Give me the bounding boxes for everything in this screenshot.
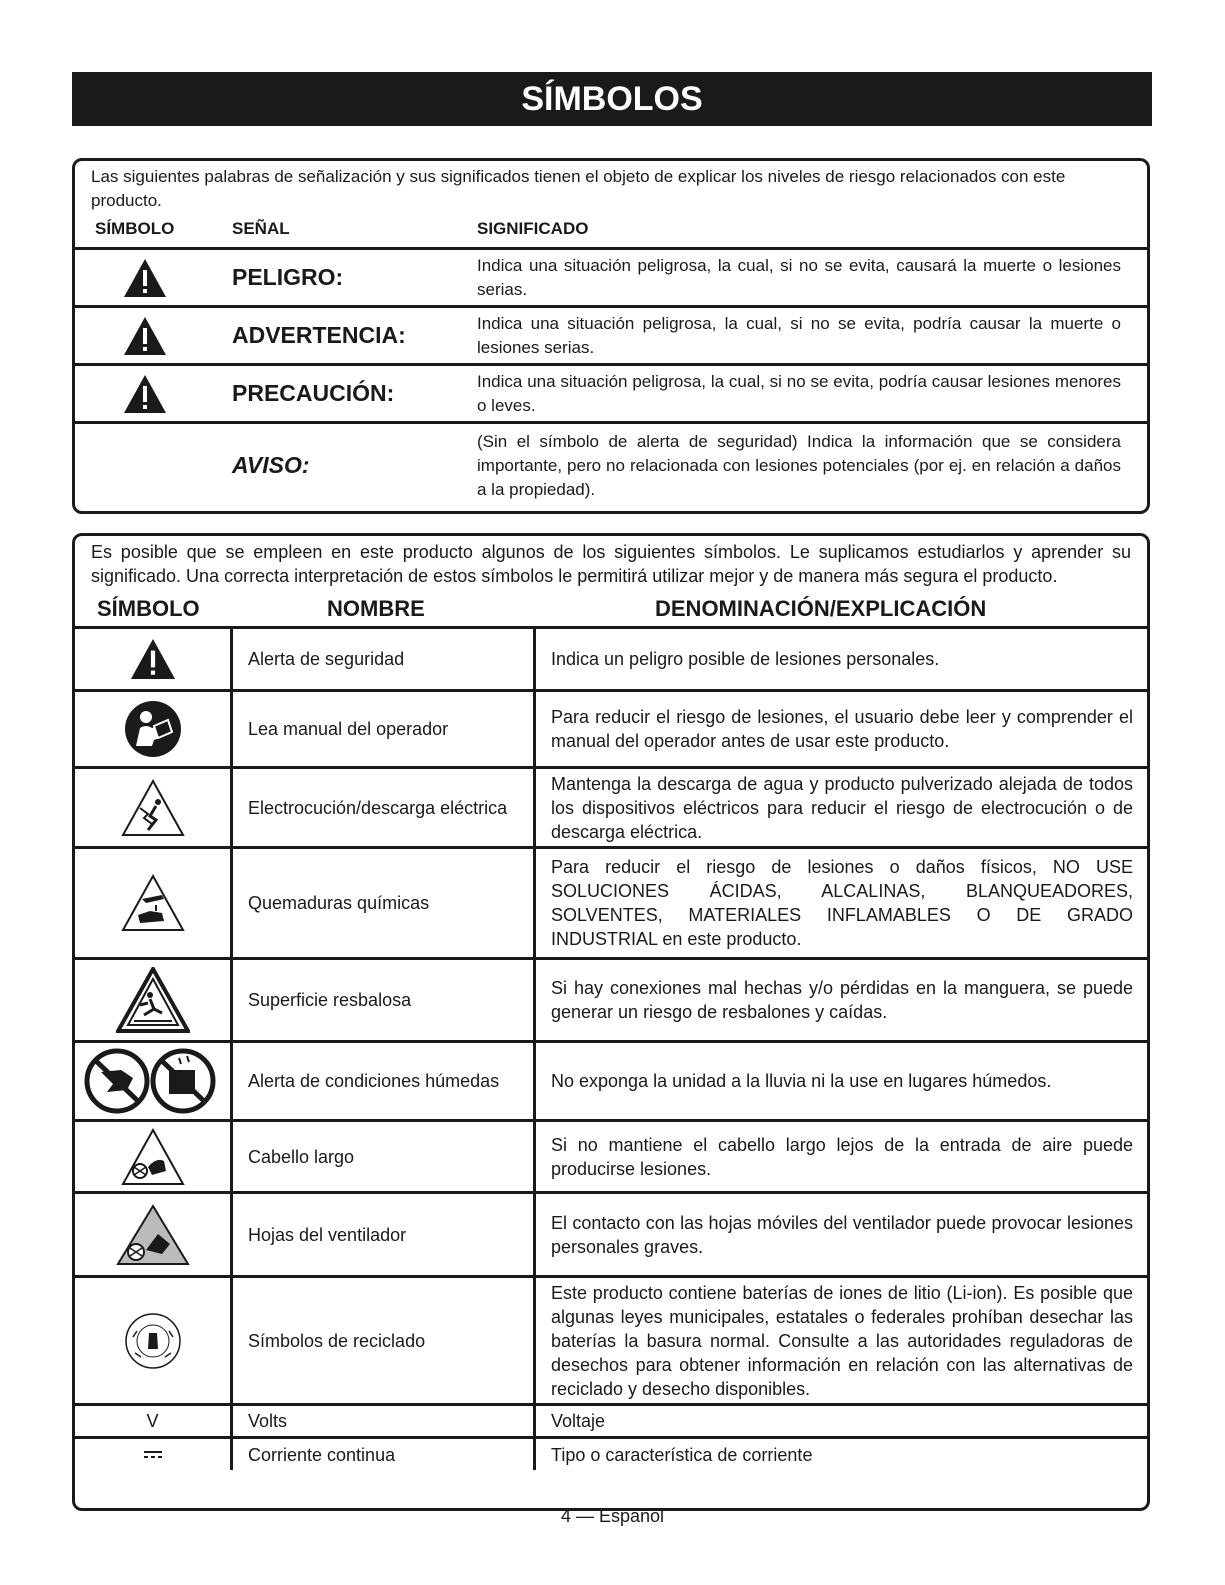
- table-row: [75, 957, 1147, 1040]
- symbol-name: Alerta de condiciones húmedas: [248, 1071, 500, 1091]
- safety-alert-icon: [75, 629, 230, 689]
- symbol-name: Alerta de seguridad: [248, 649, 405, 669]
- symbols-intro: Es posible que se empleen en este producto algunos de los siguientes símbolos. Le suplicamos estudiarlos y aprender su significado. Una correcta interpretación de estos símbolos le permitirá utilizar mejor y de manera más segura el producto.: [91, 542, 1131, 586]
- symbol-explanation: Si hay conexiones mal hechas y/o pérdidas en la manguera, se puede generar un riesgo de resbalones y caídas.: [551, 978, 1133, 1022]
- electrocution-icon: [75, 769, 230, 846]
- signal-meaning: (Sin el símbolo de alerta de seguridad) Indica la información que se considera importante, pero no relacionada con lesiones potenciales (por ej. en relación a daños a la propiedad).: [477, 431, 1121, 499]
- signal-word: PRECAUCIÓN:: [232, 380, 395, 406]
- symbols-table: [75, 626, 1147, 1470]
- signal-word: AVISO:: [232, 452, 310, 478]
- signal-meaning: Indica una situación peligrosa, la cual, si no se evita, causará la muerte o lesiones serias.: [477, 255, 1121, 299]
- symbol-explanation: Para reducir el riesgo de lesiones, el usuario debe leer y comprender el manual del operador antes de usar este producto.: [551, 707, 1133, 751]
- signal-table-header: [75, 213, 1147, 247]
- symbol-name: Símbolos de reciclado: [248, 1330, 426, 1351]
- direct-current-icon: [75, 1439, 230, 1470]
- symbols-table-header: [75, 588, 1147, 626]
- symbol-name: Lea manual del operador: [248, 719, 449, 739]
- signal-row-precaucion: [75, 363, 1147, 421]
- page-footer: 4 — Español: [560, 1506, 665, 1526]
- header-symbol: SÍMBOLO: [97, 596, 200, 621]
- signal-row-peligro: [75, 247, 1147, 305]
- chemical-burn-icon: [75, 849, 230, 957]
- signal-intro: Las siguientes palabras de señalización y sus significados tienen el objeto de explicar los niveles de riesgo relacionados con este producto.: [91, 167, 1066, 210]
- symbol-explanation: Mantenga la descarga de agua y producto pulverizado alejada de todos los dispositivos eléctricos para reducir el riesgo de electrocución o de descarga eléctrica.: [551, 773, 1133, 842]
- symbol-explanation: Tipo o característica de corriente: [551, 1444, 813, 1465]
- fan-blades-icon: [75, 1194, 230, 1275]
- signal-word: PELIGRO:: [232, 264, 344, 290]
- recycling-seal-icon: [75, 1278, 230, 1403]
- wet-conditions-icon: [75, 1043, 230, 1119]
- header-name: NOMBRE: [327, 596, 425, 621]
- warning-triangle-icon: [95, 250, 195, 305]
- slippery-surface-icon: [75, 960, 230, 1040]
- signal-meaning: Indica una situación peligrosa, la cual, si no se evita, podría causar lesiones menores o leves.: [477, 371, 1121, 415]
- symbol-explanation: Para reducir el riesgo de lesiones o daños físicos, NO USE SOLUCIONES ÁCIDAS, ALCALINAS, BLANQUEADORES, SOLVENTES, MATERIALES INFLAMABLES O DE GRADO INDUSTRIAL en este producto.: [551, 857, 1133, 949]
- symbol-explanation: El contacto con las hojas móviles del ventilador puede provocar lesiones personales graves.: [551, 1212, 1133, 1257]
- symbol-name: Hojas del ventilador: [248, 1224, 407, 1245]
- symbol-name: Volts: [248, 1411, 288, 1431]
- symbol-name: Corriente continua: [248, 1444, 396, 1465]
- signal-word: ADVERTENCIA:: [232, 322, 406, 348]
- header-explanation: DENOMINACIÓN/EXPLICACIÓN: [655, 596, 987, 621]
- table-row: [75, 689, 1147, 766]
- warning-triangle-icon: [95, 308, 195, 363]
- volts-symbol: V: [146, 1411, 159, 1431]
- symbol-explanation: Este producto contiene baterías de iones de litio (Li-ion). Es posible que algunas leyes municipales, estatales o federales prohíban desechar las baterías la basura normal. Consulte a las autoridades reguladoras de desechos para obtener información en relación con las alternativas de reciclado y desecho disponibles.: [551, 1282, 1133, 1399]
- warning-triangle-icon: [95, 366, 195, 421]
- symbol-explanation: Indica un peligro posible de lesiones personales.: [551, 649, 940, 669]
- symbol-name: Superficie resbalosa: [248, 990, 412, 1010]
- signal-row-aviso: [75, 421, 1147, 507]
- symbol-name: Quemaduras químicas: [248, 893, 430, 913]
- table-row: [75, 1275, 1147, 1403]
- symbol-explanation: No exponga la unidad a la lluvia ni la use en lugares húmedos.: [551, 1071, 1052, 1091]
- symbol-explanation: Si no mantiene el cabello largo lejos de la entrada de aire puede producirse lesiones.: [551, 1134, 1133, 1179]
- symbol-name: Electrocución/descarga eléctrica: [248, 797, 508, 818]
- page-title: SÍMBOLOS: [72, 72, 1152, 126]
- signal-meaning: Indica una situación peligrosa, la cual, si no se evita, podría causar la muerte o lesiones serias.: [477, 313, 1121, 357]
- long-hair-icon: [75, 1122, 230, 1191]
- signal-words-box: [72, 158, 1150, 514]
- table-row: [75, 846, 1147, 957]
- table-row: [75, 1119, 1147, 1191]
- table-row: [75, 626, 1147, 689]
- signal-row-advertencia: [75, 305, 1147, 363]
- table-row: [75, 1191, 1147, 1275]
- table-row: [75, 1040, 1147, 1119]
- header-symbol: SÍMBOLO: [95, 219, 175, 238]
- symbol-name: Cabello largo: [248, 1146, 355, 1167]
- table-row: [75, 766, 1147, 846]
- header-signal: SEÑAL: [232, 219, 290, 238]
- read-manual-icon: [75, 692, 230, 766]
- header-meaning: SIGNIFICADO: [477, 219, 589, 238]
- table-row: [75, 1403, 1147, 1436]
- symbols-box: [72, 533, 1150, 1511]
- symbol-explanation: Voltaje: [551, 1411, 606, 1431]
- table-row: [75, 1436, 1147, 1470]
